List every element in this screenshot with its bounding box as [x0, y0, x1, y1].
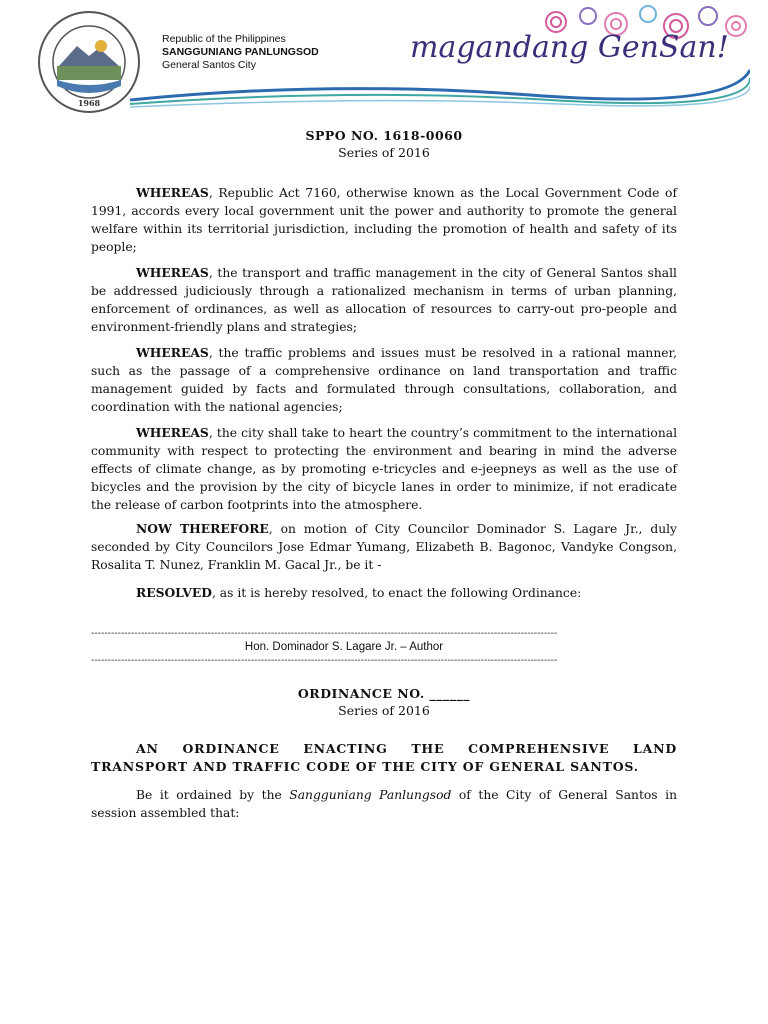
resolution-series: Series of 2016	[338, 145, 430, 160]
resolution-number: SPPO NO. 1618-0060	[305, 128, 463, 143]
svg-text:1968: 1968	[77, 98, 101, 108]
city-line: General Santos City	[162, 59, 256, 71]
whereas-paragraph-1: WHEREAS, Republic Act 7160, otherwise known as the Local Government Code of 1991, accords every local government unit the power and authority to promote the general welfare within its territorial jurisdiction, including the promotion of health and safety of its people;	[91, 185, 677, 254]
ordinance-number: ORDINANCE NO. ______	[297, 686, 471, 701]
author-line: Hon. Dominador S. Lagare Jr. – Author	[244, 641, 444, 653]
council-line: SANGGUNIANG PANLUNGSOD	[162, 46, 319, 58]
whereas-paragraph-3: WHEREAS, the traffic problems and issues must be resolved in a rational manner, such as the passage of a comprehensive ordinance on land transportation and traffic management guided by facts and formulated through consultations, collaboration, and coordination with the national agencies;	[91, 345, 677, 414]
ordinance-series: Series of 2016	[338, 703, 430, 718]
divider-top: --------------------------------------------------------------------------------------------------------------------------------------------	[91, 628, 558, 639]
city-seal-icon	[37, 10, 141, 114]
divider-bottom: --------------------------------------------------------------------------------------------------------------------------------------------	[91, 655, 558, 666]
letterhead	[0, 0, 768, 112]
whereas-paragraph-4: WHEREAS, the city shall take to heart the country’s commitment to the international community with respect to protecting the environment and bearing in mind the adverse effects of climate change, as by promoting e-tricycles and e-jeepneys as well as the use of bicycles and the provision by the city of bicycle lanes in order to minimize, if not eradicate the release of carbon footprints into the atmosphere.	[91, 425, 677, 512]
document-body	[91, 128, 677, 822]
resolved-paragraph: RESOLVED, as it is hereby resolved, to enact the following Ordinance:	[136, 585, 582, 600]
republic-line: Republic of the Philippines	[162, 33, 286, 45]
ordinance-title: AN ORDINANCE ENACTING THE COMPREHENSIVE LAND TRANSPORT AND TRAFFIC CODE OF THE CITY OF GENERAL SANTOS.	[91, 741, 677, 774]
now-therefore-paragraph: NOW THEREFORE, on motion of City Councilor Dominador S. Lagare Jr., duly seconded by City Councilors Jose Edmar Yumang, Elizabeth B. Bagonoc, Vandyke Congson, Rosalita T. Nunez, Franklin M. Gacal Jr., be it -	[91, 521, 677, 572]
city-brand-logo: magandang GenSan!	[410, 30, 729, 65]
whereas-paragraph-2: WHEREAS, the transport and traffic management in the city of General Santos shall be addressed judiciously through a rationalized mechanism in terms of urban planning, enforcement of ordinances, as well as allocation of resources to carry-out pro-people and environment-friendly plans and strategies;	[91, 265, 677, 334]
enacting-clause: Be it ordained by the Sangguniang Panlungsod of the City of General Santos in session assembled that:	[91, 788, 677, 820]
